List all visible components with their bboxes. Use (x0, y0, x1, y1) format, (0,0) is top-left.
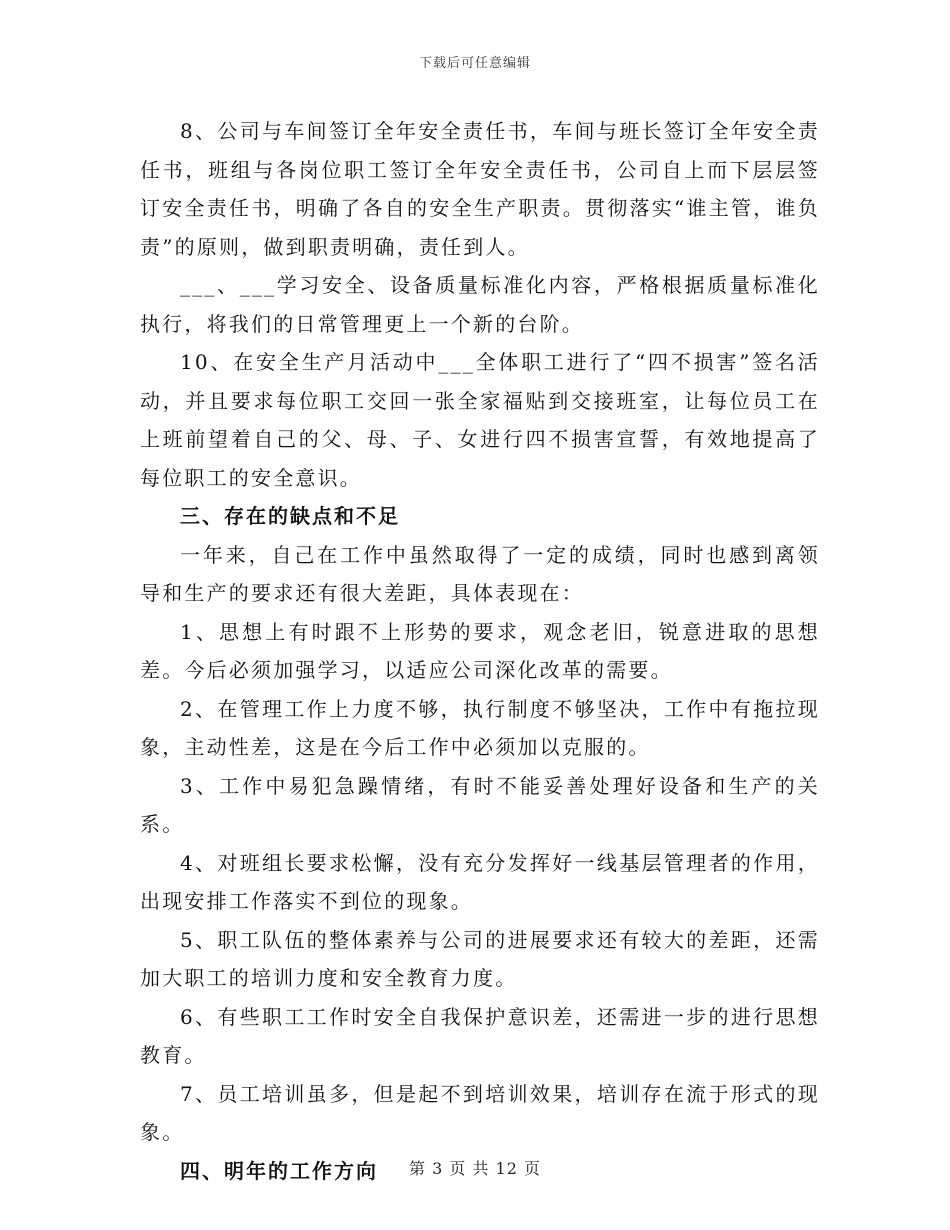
paragraph-shortcoming-7: 7、员工培训虽多，但是起不到培训效果，培训存在流于形式的现象。 (140, 1081, 820, 1144)
paragraph-shortcoming-5: 5、职工队伍的整体素养与公司的进展要求还有较大的差距，还需加大职工的培训力度和安全教育力度。 (140, 927, 820, 990)
paragraph-shortcoming-3: 3、工作中易犯急躁情绪，有时不能妥善处理好设备和生产的关系。 (140, 773, 820, 836)
paragraph-intro: 一年来，自己在工作中虽然取得了一定的成绩，同时也感到离领导和生产的要求还有很大差距，具体表现在： (140, 542, 820, 605)
page-number: 第 3 页 共 12 页 (409, 1159, 541, 1178)
section-heading-shortcomings: 三、存在的缺点和不足 (180, 504, 400, 528)
paragraph-item-8: 8、公司与车间签订全年安全责任书，车间与班长签订全年安全责任书，班组与各岗位职工签订全年安全责任书，公司自上而下层层签订安全责任书，明确了各自的安全生产职责。贯彻落实“谁主管，谁负责”的原则，做到职责明确，责任到人。 (140, 119, 820, 259)
paragraph-shortcoming-4: 4、对班组长要求松懈，没有充分发挥好一线基层管理者的作用，出现安排工作落实不到位的现象。 (140, 850, 820, 913)
document-body (140, 112, 820, 1190)
paragraph-shortcoming-2: 2、在管理工作上力度不够，执行制度不够坚决，工作中有拖拉现象，主动性差，这是在今后工作中必须加以克服的。 (140, 696, 820, 759)
paragraph-item-9: ___、___学习安全、设备质量标准化内容，严格根据质量标准化执行，将我们的日常管理更上一个新的台阶。 (140, 273, 820, 336)
paragraph-shortcoming-1: 1、思想上有时跟不上形势的要求，观念老旧，锐意进取的思想差。今后必须加强学习，以适应公司深化改革的需要。 (140, 619, 820, 682)
paragraph-shortcoming-6: 6、有些职工工作时安全自我保护意识差，还需进一步的进行思想教育。 (140, 1004, 820, 1067)
section-heading-next-year: 四、明年的工作方向 (180, 1158, 378, 1183)
header-note: 下载后可任意编辑 (418, 56, 531, 71)
paragraph-item-10: 10、在安全生产月活动中___全体职工进行了“四不损害”签名活动，并且要求每位职工交回一张全家福贴到交接班室，让每位员工在上班前望着自己的父、母、子、女进行四不损害宣誓，有效地提高了每位职工的安全意识。 (140, 350, 820, 490)
